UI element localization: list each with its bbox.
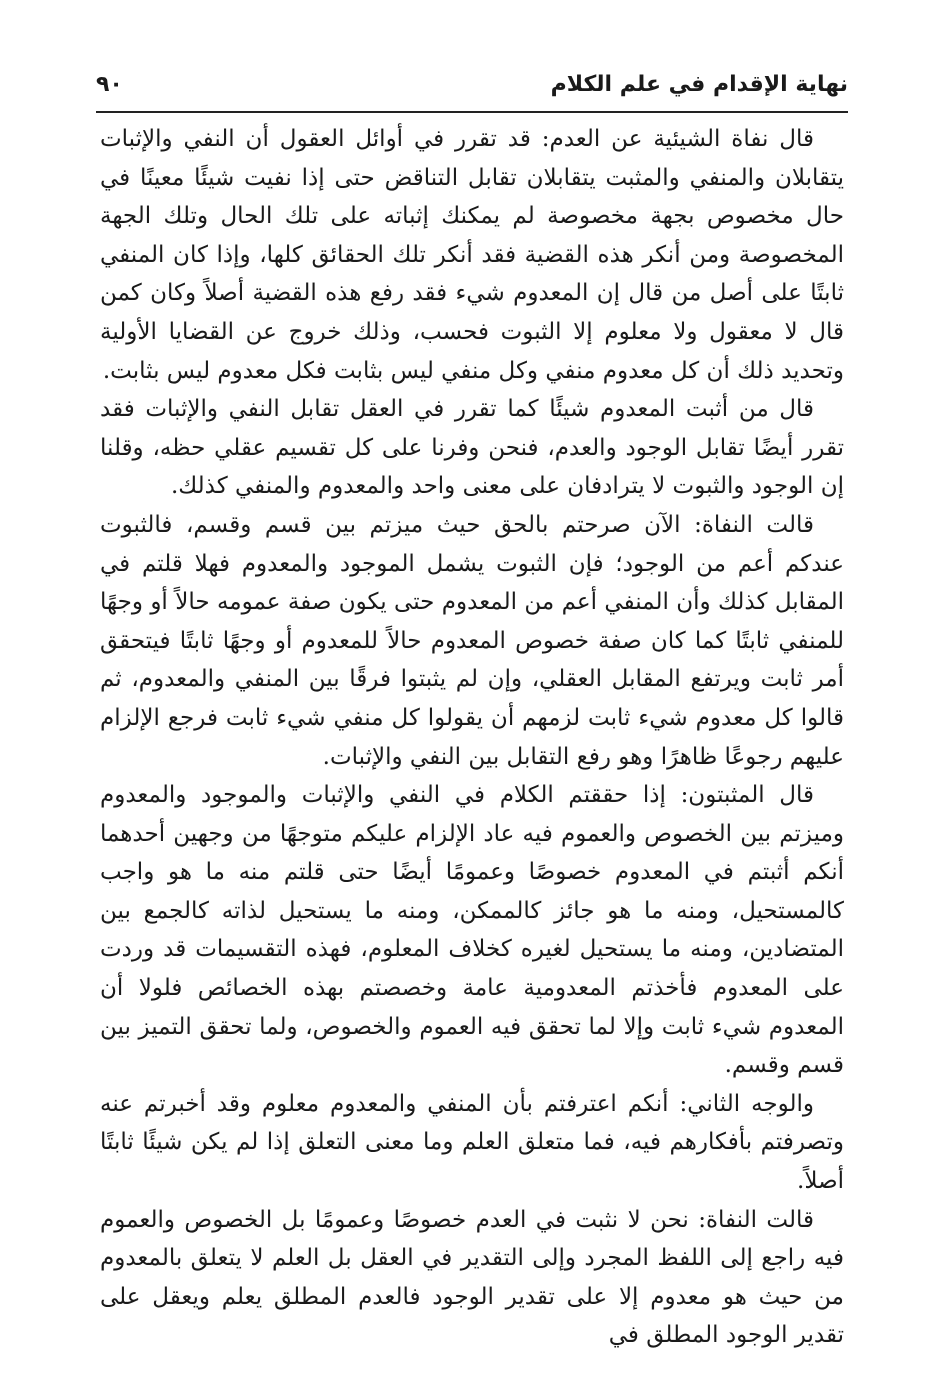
paragraph: والوجه الثاني: أنكم اعترفتم بأن المنفي والمعدوم معلوم وقد أخبرتم عنه وتصرفتم بأفكارهم فيه، فما متعلق العلم وما معنى التعلق إذا لم يكن شيئًا ثابتًا أصلاً. — [100, 1090, 844, 1195]
body-text — [100, 120, 844, 1355]
paragraph: قالت النفاة: الآن صرحتم بالحق حيث ميزتم بين قسم وقسم، فالثبوت عندكم أعم من الوجود؛ فإن الثبوت يشمل الموجود والمعدوم فهلا قلتم في المقابل كذلك وأن المنفي أعم من المعدوم حتى يكون صفة عمومه حالاً أو وجهًا للمنفي ثابتًا كما كان صفة خصوص المعدوم حالاً للمعدوم أو وجهًا ثابتًا فيتحقق أمر ثابت ويرتفع المقابل العقلي، وإن لم يثبتوا فرقًا بين المنفي والمعدوم، ثم قالوا كل معدوم شيء ثابت لزمهم أن يقولوا كل منفي شيء ثابت فرجع الإلزام عليهم رجوعًا ظاهرًا وهو رفع التقابل بين النفي والإثبات. — [100, 511, 844, 770]
paragraph: قال المثبتون: إذا حققتم الكلام في النفي والإثبات والموجود والمعدوم وميزتم بين الخصوص والعموم فيه عاد الإلزام عليكم متوجهًا من وجهين أحدهما أنكم أثبتم في المعدوم خصوصًا وعمومًا أيضًا حتى قلتم منه ما هو واجب كالمستحيل، ومنه ما هو جائز كالممكن، ومنه ما يستحيل لذاته كالجمع بين المتضادين، ومنه ما يستحيل لغيره كخلاف المعلوم، فهذه التقسيمات قد وردت على المعدوم فأخذتم المعدومية عامة وخصصتم بهذه الخصائص فلولا أن المعدوم شيء ثابت وإلا لما تحقق فيه العموم والخصوص، ولما تحقق التميز بين قسم وقسم. — [100, 782, 844, 1079]
paragraph: قال من أثبت المعدوم شيئًا كما تقرر في العقل تقابل النفي والإثبات فقد تقرر أيضًا تقابل الوجود والعدم، فنحن وفرنا على كل تقسيم عقلي حظه، وقلنا إن الوجود والثبوت لا يترادفان على معنى واحد والمعدوم والمنفي كذلك. — [100, 396, 844, 500]
header-rule — [96, 111, 848, 113]
running-header — [96, 70, 848, 110]
paragraph: قال نفاة الشيئية عن العدم: قد تقرر في أوائل العقول أن النفي والإثبات يتقابلان والمنفي والمثبت يتقابلان تقابل التناقض حتى إذا نفيت شيئًا معينًا في حال مخصوص بجهة مخصوصة لم يمكنك إثباته على تلك الحال وتلك الجهة المخصوصة ومن أنكر هذه القضية فقد أنكر تلك الحقائق كلها، وإذا كان المنفي ثابتًا على أصل من قال إن المعدوم شيء فقد رفع هذه القضية أصلاً وكان كمن قال لا معقول ولا معلوم إلا الثبوت فحسب، وذلك خروج عن القضايا الأولية وتحديد ذلك أن كل معدوم منفي وكل منفي ليس بثابت فكل معدوم ليس بثابت. — [100, 126, 844, 384]
running-title: نهاية الإقدام في علم الكلام — [550, 72, 848, 97]
paragraph: قالت النفاة: نحن لا نثبت في العدم خصوصًا وعمومًا بل الخصوص والعموم فيه راجع إلى اللفظ المجرد وإلى التقدير في العقل بل العلم لا يتعلق بالمعدوم من حيث هو معدوم إلا على تقدير الوجود فالعدم المطلق يعلم ويعقل على تقدير الوجود المطلق في — [100, 1206, 844, 1349]
page-number: ٩٠ — [96, 72, 123, 97]
